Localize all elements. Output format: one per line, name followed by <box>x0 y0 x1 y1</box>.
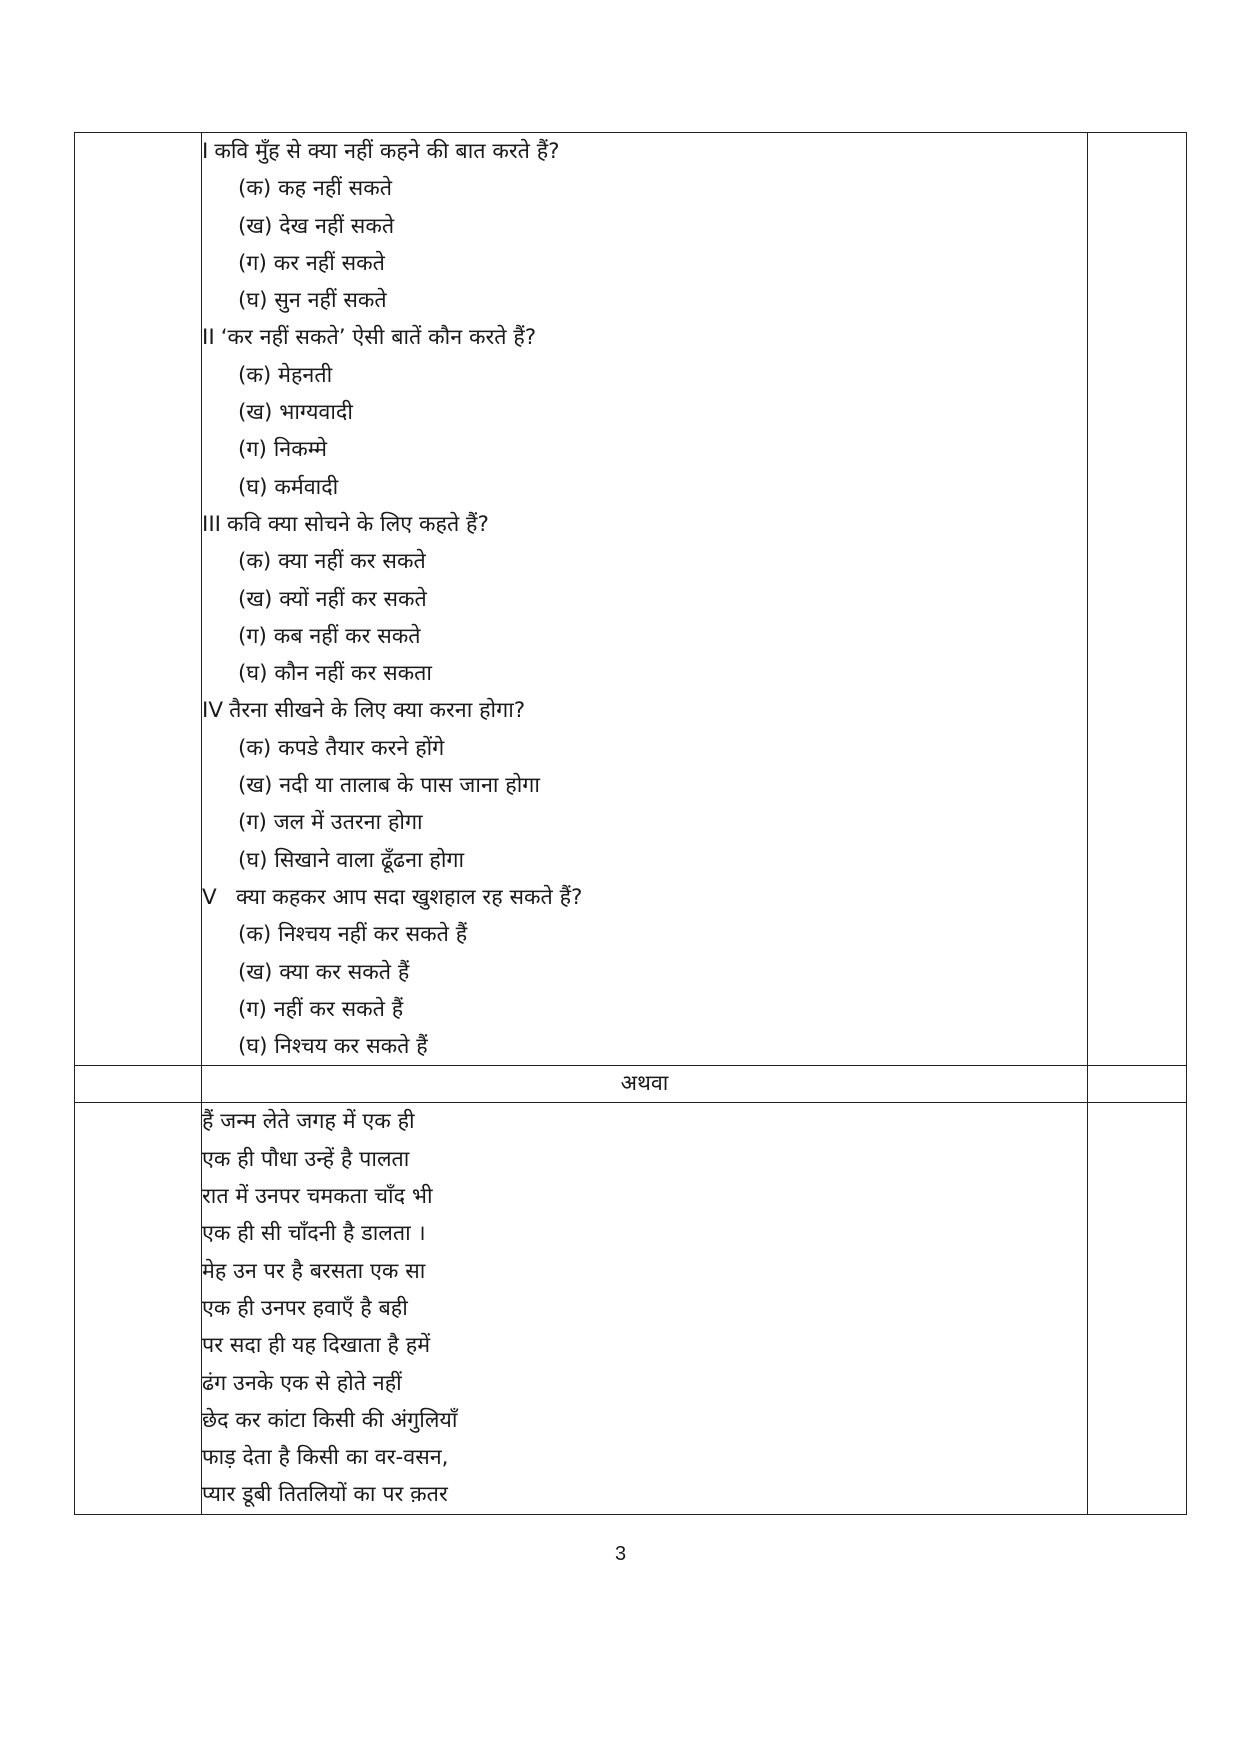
question-3 <box>202 506 1087 543</box>
page-number: 3 <box>614 1543 627 1565</box>
question-number: III <box>202 511 222 537</box>
option-label: (घ) <box>238 847 268 873</box>
question-1 <box>202 133 1087 170</box>
option-item <box>202 543 1087 580</box>
poem-line: प्यार डूबी तितलियों का पर क़तर <box>202 1482 448 1508</box>
option-label: (क) <box>238 362 272 388</box>
question-text: तैरना सीखने के लिए क्या करना होगा? <box>229 698 526 724</box>
option-text: सिखाने वाला ढूँढना होगा <box>274 847 465 873</box>
option-item <box>202 842 1087 879</box>
questions-row <box>75 133 1187 1066</box>
option-text: कर नहीं सकते <box>273 250 385 276</box>
option-label: (क) <box>238 922 272 948</box>
or-separator: अथवा <box>202 1066 1088 1103</box>
option-text: कपडे तैयार करने होंगे <box>278 735 445 761</box>
poem-line: ढंग उनके एक से होते नहीं <box>202 1370 402 1396</box>
poem-line: छेद कर कांटा किसी की अंगुलियाँ <box>202 1407 458 1433</box>
question-number: I <box>202 139 209 164</box>
option-text: क्या कर सकते हैं <box>279 959 410 985</box>
option-label: (ख) <box>238 400 273 426</box>
option-text: सुन नहीं सकते <box>274 288 387 314</box>
option-item <box>202 245 1087 282</box>
option-label: (क) <box>238 735 272 761</box>
question-number: II <box>202 325 215 351</box>
option-item <box>202 208 1087 245</box>
poem-line: रात में उनपर चमकता चाँद भी <box>202 1184 433 1210</box>
poem-line: पर सदा ही यह दिखाता है हमें <box>202 1333 431 1359</box>
marks-right-cell <box>1088 133 1187 1066</box>
option-item <box>202 357 1087 394</box>
option-text: भाग्यवादी <box>279 400 353 426</box>
option-item <box>202 916 1087 953</box>
poem-line: फाड़ देता है किसी का वर-वसन, <box>202 1445 449 1471</box>
option-label: (क) <box>238 176 272 202</box>
questions-cell <box>202 133 1088 1066</box>
poem-line: हैं जन्म लेते जगह में एक ही <box>202 1109 415 1135</box>
option-label: (घ) <box>238 288 268 314</box>
option-item <box>202 394 1087 431</box>
option-label: (ख) <box>238 586 273 612</box>
option-item <box>202 655 1087 692</box>
option-text: कह नहीं सकते <box>278 176 392 202</box>
poem-left-cell <box>75 1103 202 1514</box>
option-label: (घ) <box>238 474 268 500</box>
option-label: (ख) <box>238 213 273 239</box>
option-item <box>202 954 1087 991</box>
option-item <box>202 730 1087 767</box>
option-label: (ग) <box>238 623 267 649</box>
poem-line: मेह उन पर है बरसता एक सा <box>202 1258 426 1284</box>
poem-line: एक ही उनपर हवाएँ है बही <box>202 1295 408 1321</box>
or-left-cell <box>75 1066 202 1103</box>
option-item <box>202 469 1087 506</box>
question-number: V <box>202 884 217 910</box>
option-label: (ग) <box>238 437 267 463</box>
question-text: क्या कहकर आप सदा खुशहाल रह सकते हैं? <box>236 884 583 910</box>
poem-right-cell <box>1088 1103 1187 1514</box>
option-text: मेहनती <box>278 362 333 388</box>
or-row <box>75 1066 1187 1103</box>
option-item <box>202 170 1087 207</box>
option-item <box>202 581 1087 618</box>
question-text: कवि क्या सोचने के लिए कहते हैं? <box>227 511 489 537</box>
question-4 <box>202 692 1087 729</box>
option-text: निश्चय नहीं कर सकते हैं <box>278 922 468 948</box>
option-text: कर्मवादी <box>274 474 339 500</box>
question-5 <box>202 879 1087 916</box>
option-item <box>202 767 1087 804</box>
option-label: (क) <box>238 549 272 575</box>
option-text: जल में उतरना होगा <box>273 810 423 836</box>
option-text: देख नहीं सकते <box>279 213 395 239</box>
option-item <box>202 431 1087 468</box>
question-2 <box>202 319 1087 356</box>
option-text: निकम्मे <box>273 437 328 463</box>
option-item <box>202 282 1087 319</box>
option-label: (ग) <box>238 996 267 1022</box>
question-number: IV <box>202 698 224 724</box>
option-label: (घ) <box>238 661 268 687</box>
question-table <box>74 132 1187 1515</box>
option-text: क्यों नहीं कर सकते <box>279 586 427 612</box>
or-right-cell <box>1088 1066 1187 1103</box>
option-text: नदी या तालाब के पास जाना होगा <box>279 773 540 799</box>
question-text: ‘कर नहीं सकते’ ऐसी बातें कौन करते हैं? <box>220 325 537 351</box>
option-label: (ख) <box>238 773 273 799</box>
option-item <box>202 804 1087 841</box>
question-text: कवि मुँह से क्या नहीं कहने की बात करते हैं? <box>214 139 560 164</box>
option-label: (ख) <box>238 959 273 985</box>
option-item <box>202 991 1087 1028</box>
option-label: (ग) <box>238 810 267 836</box>
poem-cell <box>202 1103 1088 1514</box>
poem-line: एक ही सी चाँदनी है डालता । <box>202 1221 426 1247</box>
option-text: नहीं कर सकते हैं <box>273 996 404 1022</box>
option-text: निश्चय कर सकते हैं <box>274 1034 428 1060</box>
option-text: क्या नहीं कर सकते <box>278 549 426 575</box>
poem-row <box>75 1103 1187 1514</box>
option-label: (ग) <box>238 250 267 276</box>
option-item <box>202 618 1087 655</box>
option-text: कब नहीं कर सकते <box>273 623 421 649</box>
poem-line: एक ही पौधा उन्हें है पालता <box>202 1146 410 1172</box>
marks-left-cell <box>75 133 202 1066</box>
option-item <box>202 1028 1087 1065</box>
option-label: (घ) <box>238 1034 268 1060</box>
option-text: कौन नहीं कर सकता <box>274 661 432 687</box>
